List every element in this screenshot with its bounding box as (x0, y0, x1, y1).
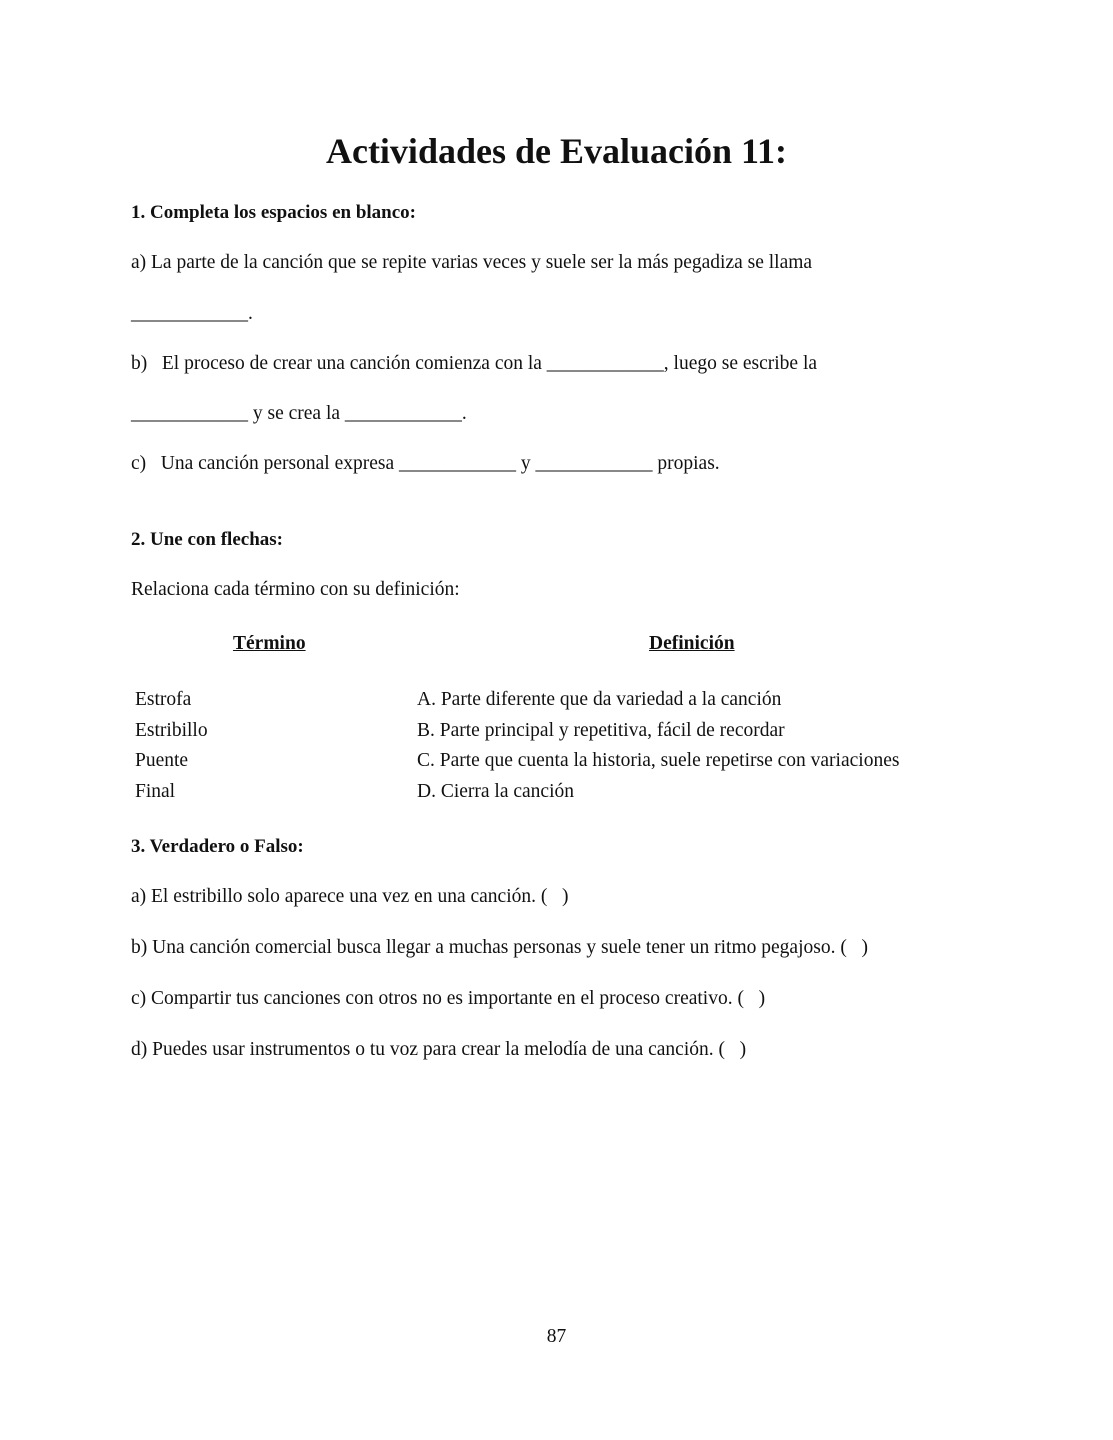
question-1b-line2: ____________ y se crea la ____________. (131, 403, 467, 424)
definition-item: B. Parte principal y repetitiva, fácil de recordar (417, 720, 785, 741)
true-false-item: a) El estribillo solo aparece una vez en una canción. ( ) (131, 886, 569, 907)
column-header-definition: Definición (649, 633, 735, 654)
page-title: Actividades de Evaluación 11: (325, 131, 788, 171)
section2-instruction: Relaciona cada término con su definición: (131, 579, 460, 600)
question-1b-line1: b) El proceso de crear una canción comienza con la ____________, luego se escribe la (131, 353, 818, 374)
term-item: Final (135, 781, 176, 802)
true-false-item: d) Puedes usar instrumentos o tu voz para crear la melodía de una canción. ( ) (131, 1039, 747, 1060)
question-1a-line1: a) La parte de la canción que se repite varias veces y suele ser la más pegadiza se llama (131, 252, 813, 273)
true-false-item: c) Compartir tus canciones con otros no es importante en el proceso creativo. ( ) (131, 988, 766, 1009)
term-item: Estrofa (135, 689, 192, 710)
true-false-item: b) Una canción comercial busca llegar a muchas personas y suele tener un ritmo pegajoso. ( ) (131, 937, 868, 958)
section3-heading: 3. Verdadero o Falso: (131, 836, 304, 857)
section1-heading: 1. Completa los espacios en blanco: (131, 202, 416, 223)
definition-item: C. Parte que cuenta la historia, suele repetirse con variaciones (417, 750, 900, 771)
term-item: Puente (135, 750, 189, 771)
definition-item: A. Parte diferente que da variedad a la canción (417, 689, 782, 710)
column-header-term: Término (233, 633, 306, 654)
definition-item: D. Cierra la canción (417, 781, 575, 802)
term-item: Estribillo (135, 720, 208, 741)
question-1c: c) Una canción personal expresa ____________ y ____________ propias. (131, 453, 720, 474)
page-number: 87 (546, 1326, 567, 1347)
section2-heading: 2. Une con flechas: (131, 529, 283, 550)
question-1a-blank: ____________. (131, 303, 253, 324)
